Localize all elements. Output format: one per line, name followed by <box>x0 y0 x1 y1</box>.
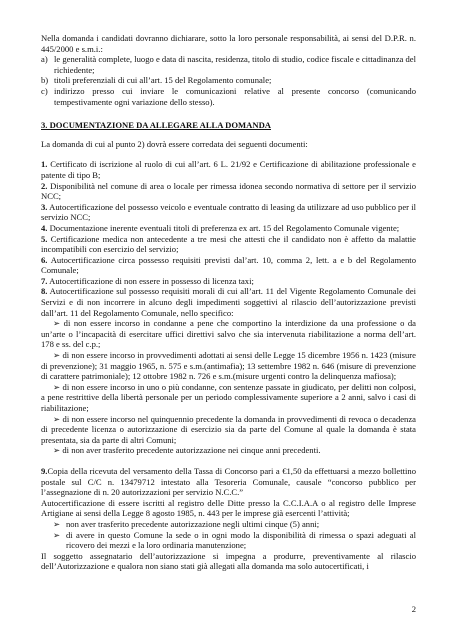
section-heading: 3. DOCUMENTAZIONE DA ALLEGARE ALLA DOMANDA <box>41 120 271 131</box>
document-text: Certificazione medica non antecedente a tre mesi che attesti che il candidato non è affetto da malattie incompatibili con esercizio del servizio; <box>41 233 416 255</box>
intro-item-marker: c) <box>41 85 48 96</box>
impediment-text: di non essere incorso in uno o più condanne, con sentenze passate in giudicato, per delitti non colposi, a pene restrittive della libertà personale per un periodo complessivamente superiore a 2 anni, salvo i casi di riabilitazione; <box>41 381 416 413</box>
document-number: 6. <box>41 254 48 265</box>
intro-item-text: le generalità complete, luogo e data di nascita, residenza, titolo di studio, codice fiscale e cittadinanza del richiedente; <box>54 54 416 75</box>
document-item <box>41 234 416 255</box>
closing-paragraph: Il soggetto assegnatario dell’autorizzazione si impegna a produrre, preventivamente al rilascio dell’Autorizzazione e qualora non siano stati già allegati alla domanda ma solo autocertificati, i <box>41 550 416 572</box>
document-number: 3. <box>41 201 48 212</box>
document-9 <box>41 466 416 498</box>
document-text: Disponibilità nel comune di area o locale per rimessa idonea secondo normativa di settore per il servizio NCC; <box>41 180 416 202</box>
cciaa-list <box>41 519 416 551</box>
cciaa-item-text: non aver trasferito precedente autorizzazione negli ultimi cinque (5) anni; <box>66 518 320 529</box>
document-number: 1. <box>41 159 48 170</box>
document-item <box>41 181 416 202</box>
arrow-bullet-icon: ➢ <box>53 445 61 456</box>
intro-item-marker: a) <box>41 54 48 65</box>
document-text: Autocertificazione di non essere in possesso di licenza taxi; <box>47 275 254 286</box>
document-item <box>41 223 416 234</box>
documents-list <box>41 159 416 318</box>
intro-item-marker: b) <box>41 75 49 86</box>
cciaa-paragraph: Autocertificazione di essere iscritti al registro delle Ditte presso la C.C.I.A.A o al registro delle Imprese Artigiane ai sensi della Legge 8 agosto 1985, n. 443 per le imprese già esercenti l’attività; <box>41 497 416 519</box>
intro-list <box>41 54 416 107</box>
document-number: 7. <box>41 275 48 286</box>
document-item <box>41 286 416 318</box>
intro-list-item <box>41 75 416 86</box>
intro-paragraph: Nella domanda i candidati dovranno dichiarare, sotto la loro personale responsabilità, ai sensi del D.P.R. n. 445/2000 e s.m.i.: <box>41 33 416 54</box>
page-number: 2 <box>411 604 416 614</box>
section-intro: La domanda di cui al punto 2) dovrà essere corredata dei seguenti documenti: <box>41 138 308 149</box>
arrow-bullet-icon: ➢ <box>53 381 61 392</box>
impediment-item <box>41 318 416 350</box>
document-9-number: 9. <box>41 465 48 476</box>
impediment-text: di non essere incorso in provvedimenti adottati ai sensi delle Legge 15 dicembre 1956 n. 1423 (misure di prevenzione); 31 maggio 1965, n. 575 e s.m.(antimafia); 13 settembre 1982 n. 646 (misure di prevenzione di carattere patrimoniale); 12 ottobre 1982 n. 726 e s.m.(misure urgenti contro la delinquenza mafiosa); <box>41 350 416 382</box>
impediments-list <box>41 318 416 456</box>
impediment-text: di non essere incorso nel quinquennio precedente la domanda in provvedimenti di revoca o decadenza di precedente licenza o autorizzazione di esercizio sia da parte del Comune al quale la domanda è stata presentata, sia da parte di altri Comuni; <box>41 413 416 445</box>
document-number: 2. <box>41 180 48 191</box>
document-text: Documentazione inerente eventuali titoli di preferenza ex art. 15 del Regolamento Comunale vigente; <box>47 222 400 233</box>
arrow-bullet-icon: ➢ <box>53 413 61 424</box>
document-text: Autocertificazione circa possesso requisiti previsti dal’art. 10, comma 2, lett. a e b del Regolamento Comunale; <box>41 254 416 276</box>
intro-list-item <box>41 86 416 107</box>
impediment-item <box>41 382 416 414</box>
document-number: 4. <box>41 222 48 233</box>
cciaa-list-item <box>41 519 416 530</box>
document-number: 5. <box>41 233 48 244</box>
impediment-text: di non aver trasferito precedente autorizzazione nei cinque anni precedenti. <box>62 445 321 456</box>
arrow-bullet-icon: ➢ <box>53 318 61 329</box>
document-9-text: Copia della ricevuta del versamento della Tassa di Concorso pari a €1,50 da effettuarsi a mezzo bollettino postale sul C/C n. 13479712 intestato alla Tesoreria Comunale, causale “concorso pubblico per l’assegnazione di n. 20 autorizzazioni per servizio N.C.C.” <box>41 465 416 498</box>
document-item <box>41 255 416 276</box>
arrow-bullet-icon: ➢ <box>53 518 61 529</box>
cciaa-item-text: di avere in questo Comune la sede o in ogni modo la disponibilità di rimessa o spazi adeguati al ricovero dei mezzi e la loro ordinaria manutenzione; <box>66 529 416 551</box>
arrow-bullet-icon: ➢ <box>53 529 61 540</box>
impediment-text: di non essere incorso in condanne a pene che comportino la interdizione da una professione o da un’arte o l’incapacità di esercitare uffici direttivi salvo che sia intervenuta riabilitazione a norma dell’art. 178 e ss. del c.p.; <box>41 318 416 350</box>
document-text: Autocertificazione del possesso veicolo e eventuale contratto di leasing da utilizzare ad uso pubblico per il servizio NCC; <box>41 201 416 223</box>
intro-list-item <box>41 54 416 75</box>
document-number: 8. <box>41 286 48 297</box>
document-text: Autocertificazione sul possesso requisiti morali di cui all’art. 11 del Vigente Regolamento Comunale dei Servizi e di non incorrere in alcuno degli impedimenti soggettivi al rilascio dell’autorizzazione previsti dall’art. 11 del Regolamento Comunale, nello specifico: <box>41 286 416 318</box>
document-item <box>41 159 416 180</box>
impediment-item <box>41 445 416 456</box>
impediment-item <box>41 414 416 446</box>
intro-item-text: indirizzo presso cui inviare le comunicazioni relative al presente concorso (comunicando tempestivamente ogni variazione dello stesso). <box>54 85 416 107</box>
impediment-item <box>41 350 416 382</box>
intro-item-text: titoli preferenziali di cui all’art. 15 del Regolamento comunale; <box>54 75 272 86</box>
document-text: Certificato di iscrizione al ruolo di cui all’art. 6 L. 21/92 e Certificazione di abilitazione professionale e patente di tipo B; <box>41 159 416 180</box>
arrow-bullet-icon: ➢ <box>53 350 61 361</box>
document-item <box>41 276 416 287</box>
document-item <box>41 202 416 223</box>
cciaa-list-item <box>41 530 416 551</box>
document-page <box>41 0 416 572</box>
